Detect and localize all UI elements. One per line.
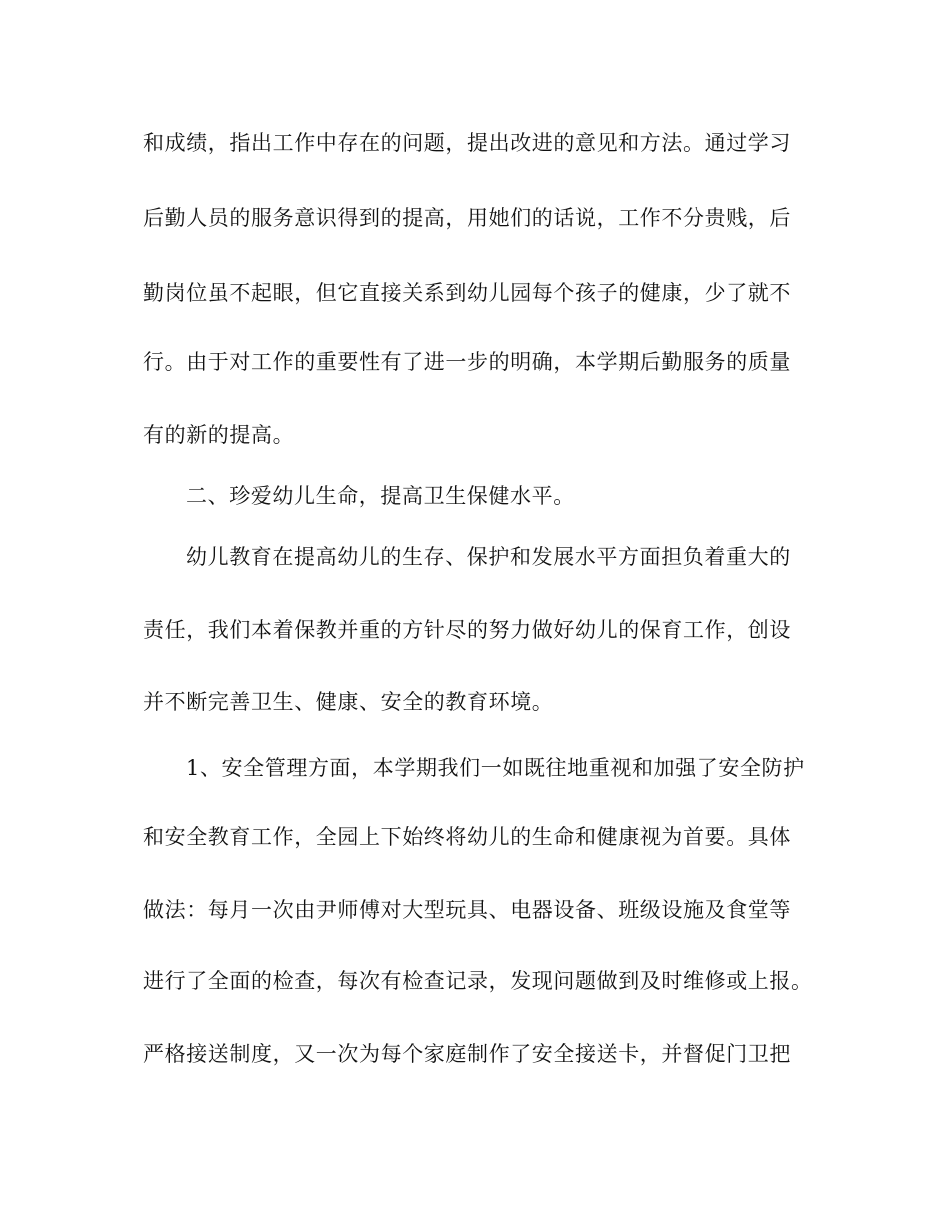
text-line: 进行了全面的检查，每次有检查记录，发现问题做到及时维修或上报。: [143, 969, 813, 993]
text-line: 做法：每月一次由尹师傅对大型玩具、电器设备、班级设施及食堂等: [143, 898, 791, 922]
text-line: 责任，我们本着保教并重的方针尽的努力做好幼儿的保育工作，创设: [143, 618, 791, 642]
text-line: 并不断完善卫生、健康、安全的教育环境。: [143, 690, 554, 714]
text-line: 后勤人员的服务意识得到的提高，用她们的话说，工作不分贵贱，后: [143, 206, 791, 230]
text-line: 和安全教育工作，全园上下始终将幼儿的生命和健康视为首要。具体: [143, 825, 791, 849]
paragraph-start-line: 1、安全管理方面，本学期我们一如既往地重视和加强了安全防护: [186, 756, 805, 780]
paragraph-start-line: 幼儿教育在提高幼儿的生存、保护和发展水平方面担负着重大的: [186, 545, 791, 569]
text-line: 勤岗位虽不起眼，但它直接关系到幼儿园每个孩子的健康，少了就不: [143, 281, 791, 305]
text-line: 有的新的提高。: [143, 423, 295, 447]
text-line: 和成绩，指出工作中存在的问题，提出改进的意见和方法。通过学习: [143, 131, 791, 155]
text-line: 行。由于对工作的重要性有了进一步的明确，本学期后勤服务的质量: [143, 350, 791, 374]
text-line: 严格接送制度，又一次为每个家庭制作了安全接送卡，并督促门卫把: [143, 1042, 791, 1066]
section-heading: 二、珍爱幼儿生命，提高卫生保健水平。: [186, 484, 575, 508]
